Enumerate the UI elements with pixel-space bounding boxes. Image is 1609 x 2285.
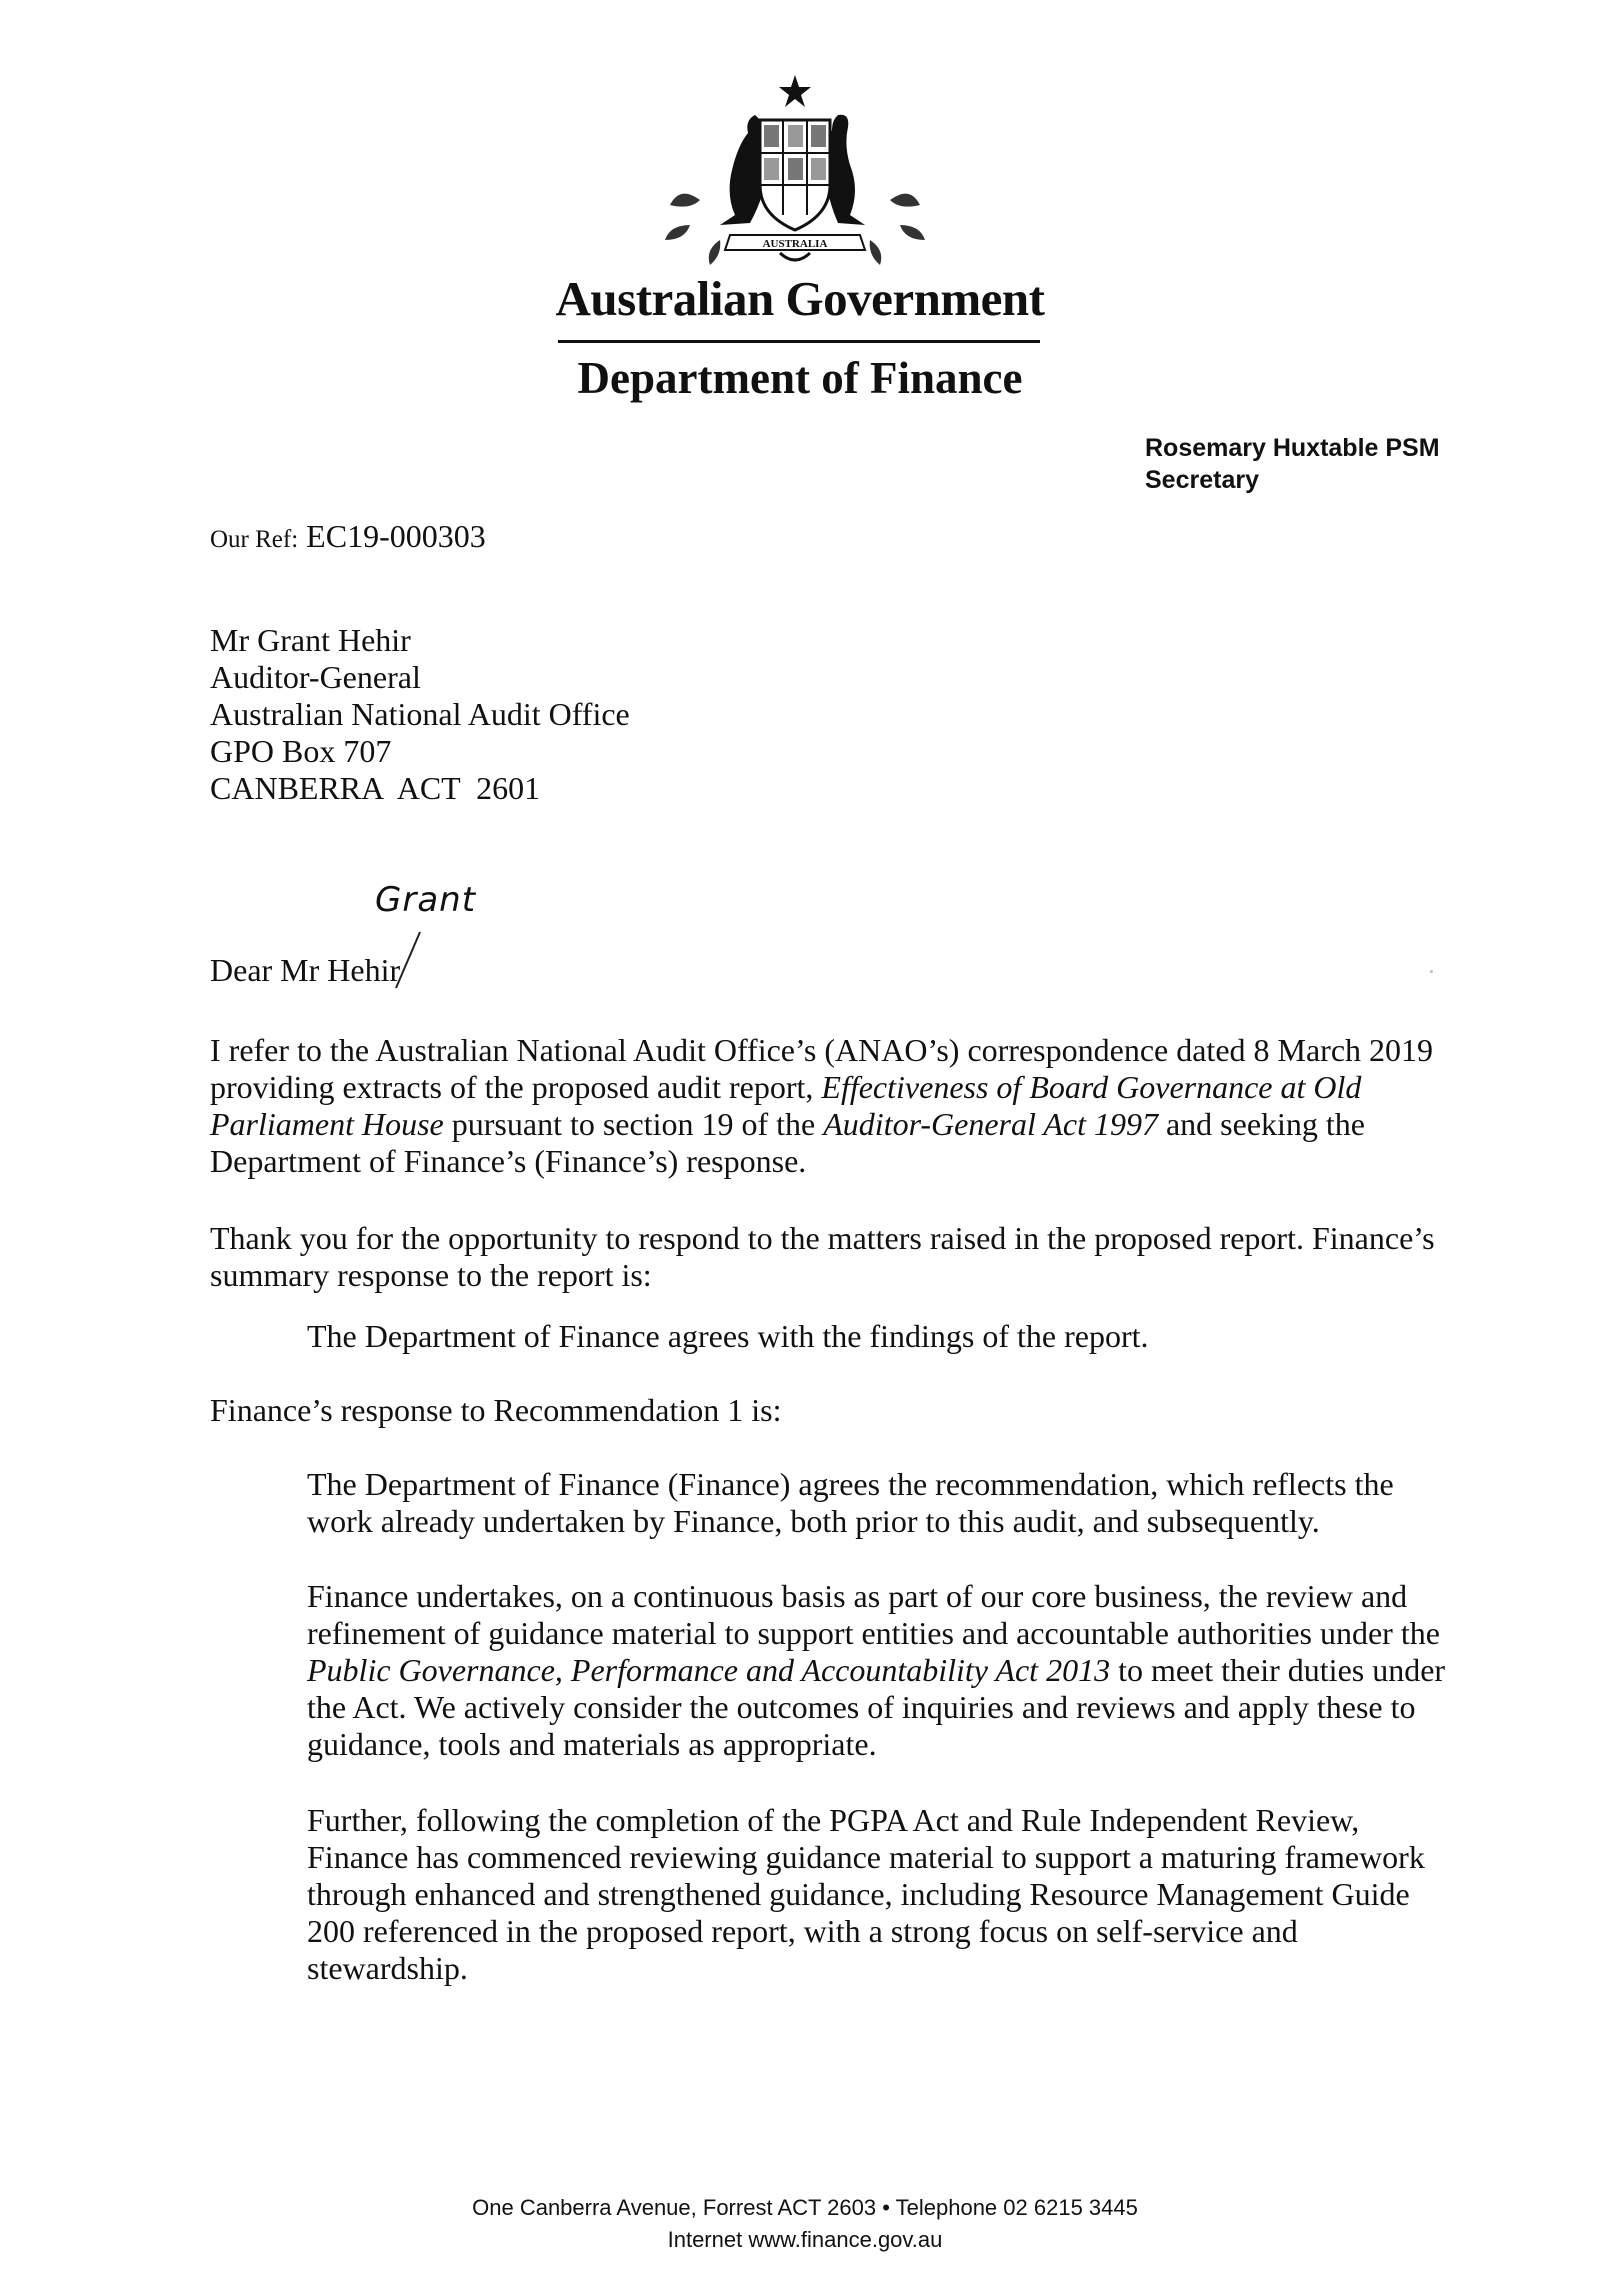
letterhead-footer (300, 2192, 1310, 2256)
body-paragraph-2: Thank you for the opportunity to respond to the matters raised in the proposed report. Finance’s summary response to the report is: (210, 1220, 1435, 1293)
quoted-response-3 (307, 1578, 1457, 1763)
scan-speck (1430, 970, 1433, 973)
text-run: and seeking the Department of Finance’s (Finance’s) response. (210, 1106, 1365, 1179)
footer-address: One Canberra Avenue, Forrest ACT 2603 • Telephone 02 6215 3445 (472, 2195, 1138, 2220)
body-paragraph-1 (210, 1032, 1450, 1180)
report-title: Effectiveness of Board Governance at Old Parliament House (210, 1069, 1362, 1142)
act-title: Auditor-General Act 1997 (823, 1106, 1158, 1142)
handwritten-name: Grant (375, 880, 477, 920)
address-line: CANBERRA ACT 2601 (210, 770, 541, 806)
crest-scroll-text: AUSTRALIA (762, 238, 828, 250)
sender-name: Rosemary Huxtable PSM (1145, 434, 1440, 462)
text-run: pursuant to section 19 of the (443, 1106, 824, 1142)
text-run: Finance undertakes, on a continuous basis as part of our core business, the review and refinement of guidance material to support entities and accountable authorities under the (307, 1578, 1440, 1651)
sender-title: Secretary (1145, 466, 1259, 494)
reference-label: Our Ref: (210, 526, 299, 553)
address-line: GPO Box 707 (210, 733, 392, 769)
text-run: to meet their duties under the Act. We actively consider the outcomes of inquiries and reviews and apply these to guidance, tools and materials as appropriate. (307, 1652, 1446, 1762)
quoted-response-4: Further, following the completion of the PGPA Act and Rule Independent Review, Finance has commenced reviewing guidance material to support a maturing framework through enhanced and strengthened guidance, including Resource Management Guide 200 referenced in the proposed report, with a strong focus on self-service and stewardship. (307, 1802, 1425, 1986)
government-title: Australian Government (555, 271, 1045, 326)
text-run: I refer to the Australian National Audit Office’s (ANAO’s) correspondence dated 8 March 2019 providing extracts of the proposed audit report, (210, 1032, 1434, 1105)
salutation: Dear Mr Hehir (210, 952, 401, 988)
reference-line (210, 518, 486, 555)
recipient-address (210, 622, 630, 807)
address-line: Auditor-General (210, 659, 421, 695)
department-title: Department of Finance (577, 353, 1023, 403)
footer-website: Internet www.finance.gov.au (667, 2227, 943, 2252)
sender-block (1145, 432, 1440, 496)
quoted-response-2: The Department of Finance (Finance) agrees the recommendation, which reflects the work already undertaken by Finance, both prior to this audit, and subsequently. (307, 1466, 1394, 1539)
quoted-response-1: The Department of Finance agrees with the findings of the report. (307, 1318, 1149, 1354)
reference-value: EC19-000303 (306, 518, 486, 554)
title-divider (558, 340, 1040, 343)
address-line: Mr Grant Hehir (210, 622, 411, 658)
address-line: Australian National Audit Office (210, 696, 630, 732)
coat-of-arms-icon (660, 75, 930, 270)
body-paragraph-3: Finance’s response to Recommendation 1 is: (210, 1392, 782, 1428)
act-title: Public Governance, Performance and Accountability Act 2013 (307, 1652, 1111, 1688)
